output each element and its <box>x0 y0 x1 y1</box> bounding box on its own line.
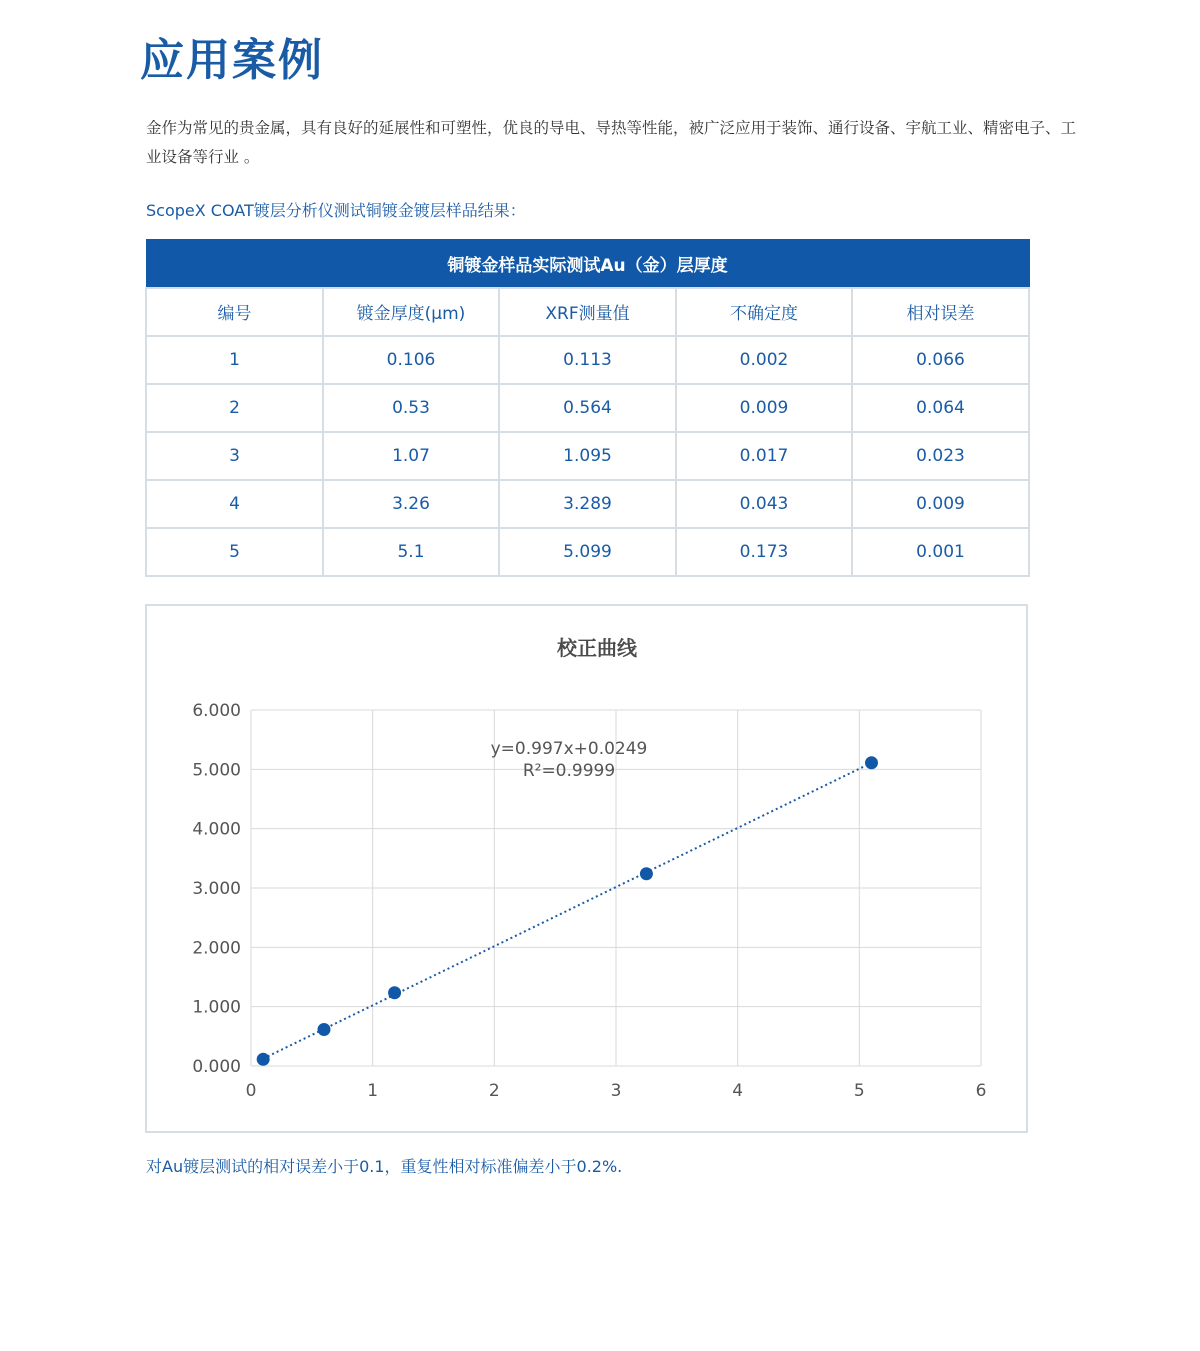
calibration-chart <box>145 604 1028 1133</box>
table-cell: 5.1 <box>323 528 499 576</box>
x-tick-label: 0 <box>245 1081 257 1101</box>
y-tick-label: 3.000 <box>192 879 241 899</box>
table-cell: 0.009 <box>852 480 1029 528</box>
table-row <box>146 432 1029 480</box>
y-tick-label: 2.000 <box>192 938 241 959</box>
results-table <box>145 239 1030 577</box>
column-header: 编号 <box>146 288 323 336</box>
table-caption: ScopeX COAT镀层分析仪测试铜镀金镀层样品结果： <box>146 201 526 220</box>
data-point <box>388 986 401 999</box>
column-header: XRF测量值 <box>499 288 676 336</box>
column-header: 相对误差 <box>852 288 1029 336</box>
table-cell: 0.001 <box>852 528 1029 576</box>
table-cell: 3.289 <box>499 480 676 528</box>
y-tick-label: 5.000 <box>192 760 241 781</box>
table-cell: 0.043 <box>676 480 852 528</box>
y-tick-label: 6.000 <box>192 701 241 721</box>
trendline <box>263 763 871 1059</box>
x-tick-label: 5 <box>853 1081 865 1101</box>
x-tick-label: 4 <box>732 1081 744 1101</box>
y-tick-label: 0.000 <box>192 1057 241 1077</box>
table-cell: 4 <box>146 480 323 528</box>
table-cell: 3.26 <box>323 480 499 528</box>
table-cell: 0.002 <box>676 336 852 384</box>
table-header-row <box>146 288 1029 336</box>
table-row <box>146 528 1029 576</box>
table-row <box>146 480 1029 528</box>
table-cell: 3 <box>146 432 323 480</box>
x-tick-label: 2 <box>488 1081 500 1101</box>
data-point <box>257 1053 270 1066</box>
intro-paragraph: 金作为常见的贵金属，具有良好的延展性和可塑性，优良的导电、导热等性能，被广泛应用于装饰、通行设备、宇航工业、精密电子、工业设备等行业 。 <box>146 119 1077 166</box>
chart-canvas <box>147 606 1030 1135</box>
table-cell: 1 <box>146 336 323 384</box>
data-point <box>640 867 653 880</box>
table-cell: 0.53 <box>323 384 499 432</box>
x-tick-label: 6 <box>975 1081 987 1101</box>
footnote: 对Au镀层测试的相对误差小于0.1，重复性相对标准偏差小于0.2%. <box>146 1157 623 1176</box>
table-cell: 0.113 <box>499 336 676 384</box>
x-tick-label: 1 <box>367 1081 379 1101</box>
data-point <box>318 1023 331 1036</box>
r-squared-label: R²=0.9999 <box>522 761 616 781</box>
table-cell: 2 <box>146 384 323 432</box>
table-cell: 1.095 <box>499 432 676 480</box>
table-title: 铜镀金样品实际测试Au（金）层厚度 <box>146 240 1029 288</box>
column-header: 不确定度 <box>676 288 852 336</box>
table-cell: 0.173 <box>676 528 852 576</box>
table-cell: 1.07 <box>323 432 499 480</box>
table-cell: 0.064 <box>852 384 1029 432</box>
y-tick-label: 4.000 <box>192 819 241 840</box>
table-cell: 0.564 <box>499 384 676 432</box>
table-cell: 0.017 <box>676 432 852 480</box>
table-cell: 5 <box>146 528 323 576</box>
equation-label: y=0.997x+0.0249 <box>490 739 648 759</box>
table-row <box>146 384 1029 432</box>
table-cell: 0.009 <box>676 384 852 432</box>
table-cell: 0.066 <box>852 336 1029 384</box>
chart-title: 校正曲线 <box>557 636 637 660</box>
data-point <box>865 756 878 769</box>
table-cell: 0.106 <box>323 336 499 384</box>
x-tick-label: 3 <box>610 1081 622 1101</box>
page-title: 应用案例 <box>140 35 324 86</box>
table-cell: 5.099 <box>499 528 676 576</box>
table-row <box>146 336 1029 384</box>
table-cell: 0.023 <box>852 432 1029 480</box>
y-tick-label: 1.000 <box>192 997 241 1018</box>
column-header: 镀金厚度(μm) <box>323 288 499 336</box>
